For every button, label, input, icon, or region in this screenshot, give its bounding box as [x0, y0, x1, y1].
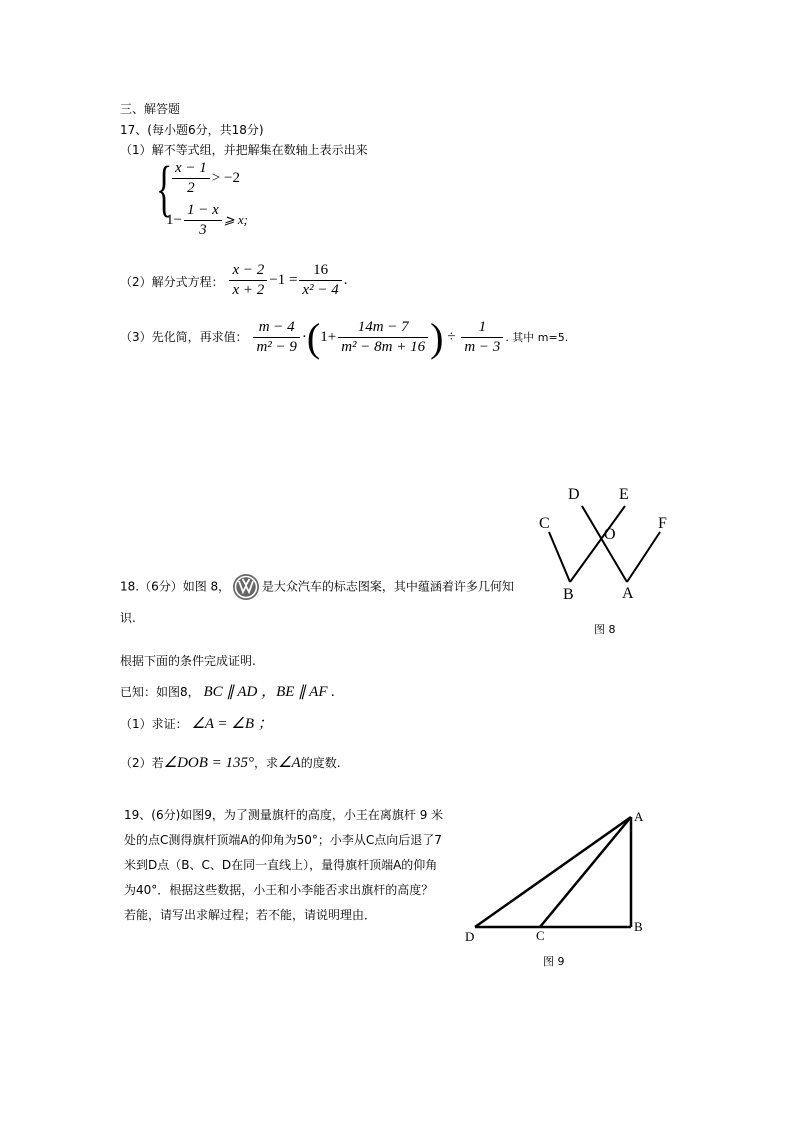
fig9-label-d: D [465, 929, 475, 944]
ineq2-fraction: $\frac{1 - x}{3}$ [184, 202, 222, 239]
fig8-label-f: F [658, 515, 667, 532]
q17-part3: （3）先化简，再求值： $\frac{m - 4}{\text{m² − 9}}$ ·(1+ $\frac{14m - 7}{\text{m² − 8m + 16}}$ ) ÷ $\frac{1}{m - 3}$ . 其中 m=5. [120, 315, 569, 360]
fig8-label-b: B [563, 586, 574, 603]
q18-line1: 18.（6分）如图 8， 是大众汽车的标志图案，其中蕴涵着许多几何知 [120, 573, 514, 601]
vw-logo-icon [232, 573, 260, 601]
fig9-label-b: B [634, 919, 643, 934]
fig9-label-a: A [634, 809, 644, 824]
left-paren: ( [306, 315, 321, 360]
simplify-fraction-2: $\frac{14m - 7}{\text{m² − 8m + 16}}$ [338, 319, 428, 356]
fig8-caption: 图 8 [594, 623, 616, 636]
q18-line3: 根据下面的条件完成证明. [120, 654, 256, 668]
ineq1-rhs: > −2 [211, 170, 240, 186]
ineq1-fraction: $\frac{x - 1}{2}$ [172, 160, 210, 197]
fig9-caption: 图 9 [543, 955, 565, 968]
q18-given: 已知：如图8， BC ∥ AD ，BE ∥ AF . [120, 684, 335, 700]
ineq2-rhs: ⩾ x; [223, 212, 248, 227]
segment-da [582, 506, 627, 582]
section-title: 三、解答题 [120, 102, 181, 116]
segment-af [627, 532, 660, 582]
fig8-label-d: D [568, 486, 580, 503]
figure-8-diagram [520, 480, 700, 610]
figure-9-diagram [460, 808, 650, 948]
q18-part1: （1）求证： ∠A = ∠B ； [120, 716, 273, 732]
q17-part2: （2）解分式方程： $\frac{x - 2}{x + 2}$ −1 = $\frac{16}{\text{x² − 4}}$ . [120, 262, 348, 298]
q18-part2: （2）若∠DOB = 135°，求∠A的度数. [120, 755, 341, 771]
segment-cb [549, 532, 570, 582]
fig8-label-c: C [539, 515, 550, 532]
fig8-label-o: O [604, 526, 616, 543]
q17-header: 17、(每小题6分，共18分) [120, 123, 264, 137]
fig8-label-e: E [619, 486, 629, 503]
simplify-fraction-1: $\frac{m - 4}{\text{m² − 9}}$ [253, 319, 299, 356]
eq-right-fraction: $\frac{16}{\text{x² − 4}}$ [299, 262, 341, 299]
simplify-fraction-3: $\frac{1}{m - 3}$ [461, 319, 503, 356]
q19-text: 19、(6分)如图9，为了测量旗杆的高度，小王在离旗杆 9 米处的点C测得旗杆顶端A的仰角为50°；小李从C点向后退了7米到D点（B、C、D在同一直线上），量得旗杆顶端A的仰角为40°．根据这些数据，小王和小李能否求出旗杆的高度？若能，请写出求解过程；若不能，请说明理由． [124, 808, 444, 922]
inequality-1 [170, 160, 240, 197]
left-brace: { [156, 155, 173, 223]
eq-left-fraction: $\frac{x - 2}{x + 2}$ [229, 262, 267, 299]
fig9-label-c: C [536, 928, 545, 943]
q17-part1: （1）解不等式组，并把解集在数轴上表示出来 [120, 143, 368, 157]
segment-be [570, 506, 625, 582]
fig8-label-a: A [622, 585, 634, 602]
q18-line2: 识. [120, 611, 136, 625]
right-paren: ) [430, 315, 444, 360]
inequality-2: 1− $\frac{1 - x}{3}$ ⩾ x; [166, 202, 248, 238]
